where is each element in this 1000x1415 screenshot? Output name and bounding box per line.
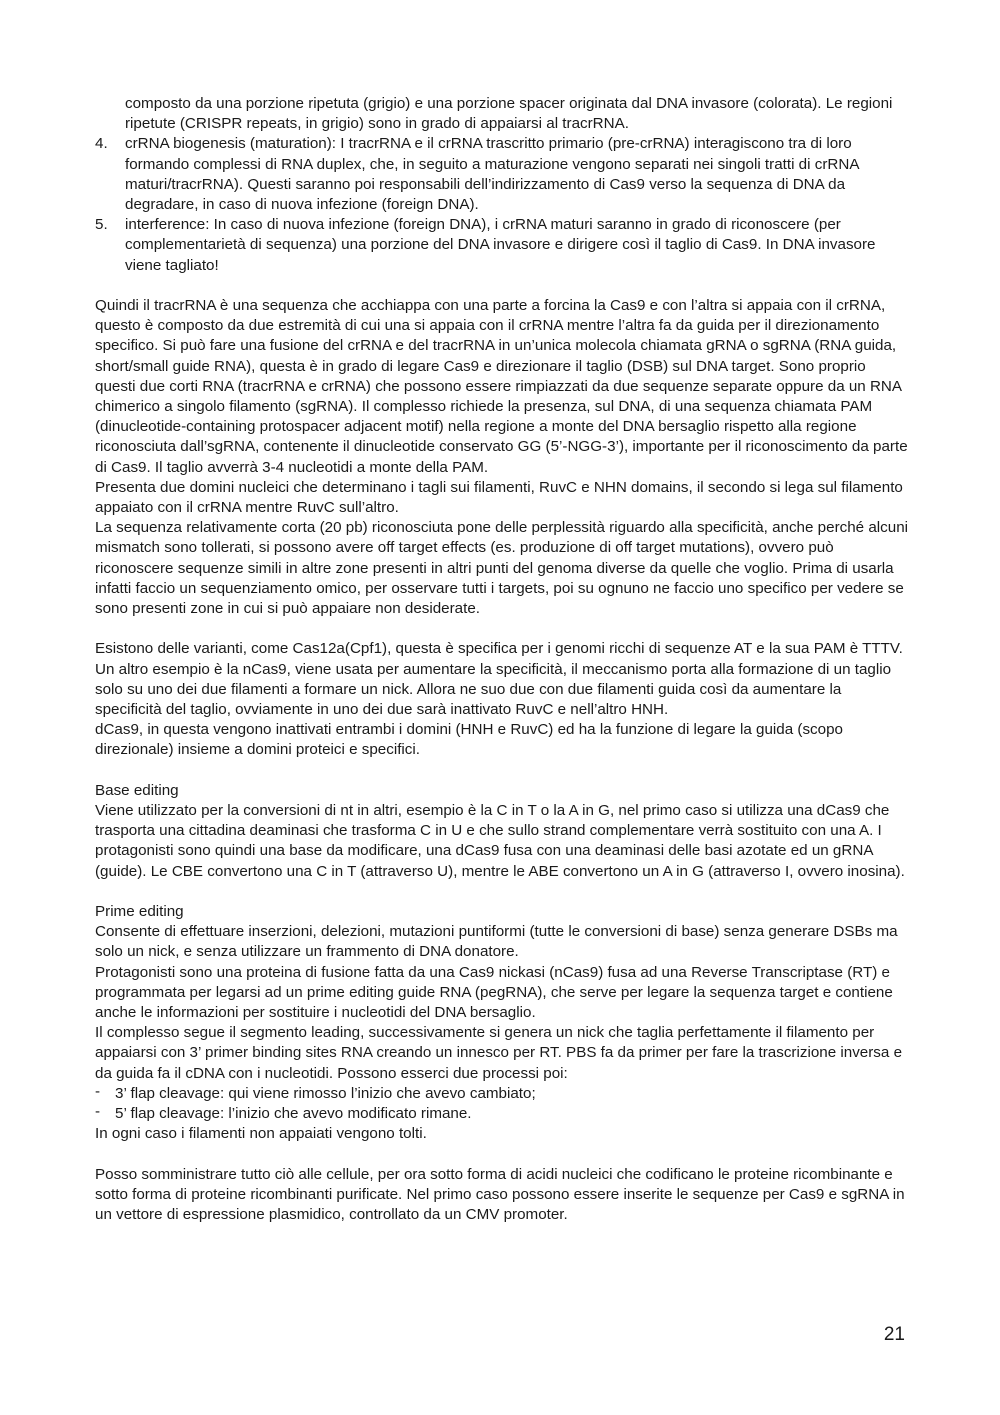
paragraph: Quindi il tracrRNA è una sequenza che acchiappa con una parte a forcina la Cas9 e con l’altra si appaia con il crRNA, questo è composto da due estremità di cui una si appaia con il crRNA mentre l’altra fa da guida per il direzionamento specifico. Si può fare una fusione del crRNA e del tracrRNA in un’unica molecola chiamata gRNA o sgRNA (RNA guida, short/small guide RNA), questa è in grado di legare Cas9 e direzionare il taglio (DSB) sul DNA target. Sono proprio questi due corti RNA (tracrRNA e crRNA) che possono essere rimpiazzati da due sequenze separate oppure da un RNA chimerico a singolo filamento (sgRNA). Il complesso richiede la presenza, sul DNA, di una sequenza chiamata PAM (dinucleotide-containing protospacer adjacent motif) nella regione a monte del DNA bersaglio rispetto alla regione riconosciuta dall’sgRNA, contenente il dinucleotide conservato GG (5’-NGG-3’), importante per il riconoscimento da parte di Cas9. Il taglio avverrà 3-4 nucleotidi a monte della PAM. <box>95 297 908 476</box>
paragraph: In ogni caso i filamenti non appaiati vengono tolti. <box>95 1125 427 1143</box>
list-item-text: crRNA biogenesis (maturation): I tracrRNA e il crRNA trascritto primario (pre-crRNA) interagiscono tra di loro formando complessi di RNA duplex, che, in seguito a maturazione vengono separati nei singoli tratti di crRNA maturi/tracrRNA). Questi saranno poi responsabili dell’indirizzamento di Cas9 verso la sequenza di DNA da degradare, in caso di nuova infezione (foreign DNA). <box>125 135 859 214</box>
paragraph: Viene utilizzato per la conversioni di nt in altri, esempio è la C in T o la A in G, nel primo caso si utilizza una dCas9 che trasporta una cittadina deaminasi che trasforma C in U e che sullo strand complementare verrà sostituito con una A. I protagonisti sono quindi una base da modificare, una dCas9 fusa con una deaminasi delle basi azotate ed un gRNA (guide). Le CBE convertono una C in T (attraverso U), mentre le ABE convertono un A in G (attraverso I, ovvero inosina). <box>95 802 905 880</box>
bullet-text: 5’ flap cleavage: l’inizio che avevo modificato rimane. <box>115 1105 472 1123</box>
list-item-number: 4. <box>95 135 108 153</box>
list-item-number: 5. <box>95 216 108 234</box>
list-item <box>95 134 910 215</box>
list-item-text: interference: In caso di nuova infezione (foreign DNA), i crRNA maturi saranno in grado di riconoscere (per complementarietà di sequenza) una porzione del DNA invasore e dirigere così il taglio di Cas9. In DNA invasore viene tagliato! <box>125 216 876 274</box>
paragraph-gap <box>95 1145 910 1165</box>
paragraph: Esistono delle varianti, come Cas12a(Cpf1), questa è specifica per i genomi ricchi di sequenze AT e la sua PAM è TTTV. <box>95 640 903 658</box>
page-number: 21 <box>883 1324 905 1345</box>
dash-bullet-icon: - <box>95 1103 101 1121</box>
paragraph: Un altro esempio è la nCas9, viene usata per aumentare la specificità, il meccanismo porta alla formazione di un taglio solo su uno dei due filamenti a formare un nick. Allora ne suo due con due filamenti guida così da aumentare la specificità del taglio, ovviamente in uno dei due sarà inattivato RuvC e nell’altro HNH. <box>95 660 892 719</box>
bullet-item <box>95 1084 910 1104</box>
paragraph: La sequenza relativamente corta (20 pb) riconosciuta pone delle perplessità riguardo alla specificità, anche perché alcuni mismatch sono tollerati, si possono avere off target effects (es. produzione di off target mutations), ovvero può riconoscere sequenze simili in altre zone presenti in altri punti del genoma diverse da quelle che voglio. Prima di usarla infatti faccio un sequenziamento omico, per osservare tutti i targets, poi su ognuno ne faccio uno specifico per vedere se sono presenti zone in cui si può appaiare non desiderate. <box>95 519 909 618</box>
bullet-item <box>95 1104 910 1124</box>
paragraph: dCas9, in questa vengono inattivati entrambi i domini (HNH e RuvC) ed ha la funzione di legare la guida (scopo direzionale) insieme a domini proteici e specifici. <box>95 721 843 759</box>
paragraph: Presenta due domini nucleici che determinano i tagli sui filamenti, RuvC e NHN domains, il secondo si lega sul filamento appaiato con il crRNA mentre RuvC sull’altro. <box>95 478 903 517</box>
page-content <box>95 94 910 1225</box>
paragraph-gap <box>95 761 910 781</box>
paragraph: Il complesso segue il segmento leading, successivamente si genera un nick che taglia perfettamente il filamento per appaiarsi con 3’ primer binding sites RNA creando un innesco per RT. PBS fa da primer per fare la trascrizione inversa e da guida fa il cDNA con i nucleotidi. Possono esserci due processi poi: <box>95 1024 903 1082</box>
dash-bullet-icon: - <box>95 1082 101 1100</box>
section-heading-base-editing: Base editing <box>95 781 179 799</box>
paragraph-gap <box>95 276 910 296</box>
list-item <box>95 215 910 276</box>
bullet-text: 3’ flap cleavage: qui viene rimosso l’inizio che avevo cambiato; <box>115 1084 536 1102</box>
paragraph-gap <box>95 882 910 902</box>
section-heading-prime-editing: Prime editing <box>95 903 184 921</box>
paragraph: Consente di effettuare inserzioni, delezioni, mutazioni puntiformi (tutte le conversioni di base) senza generare DSBs ma solo un nick, e senza utilizzare un frammento di DNA donatore. <box>95 923 898 961</box>
paragraph: Posso somministrare tutto ciò alle cellule, per ora sotto forma di acidi nucleici che codificano le proteine ricombinante e sotto forma di proteine ricombinanti purificate. Nel primo caso possono essere inserite le sequenze per Cas9 e sgRNA in un vettore di espressione plasmidico, controllato da un CMV promoter. <box>95 1165 905 1224</box>
paragraph-gap <box>95 619 910 639</box>
list-item-continuation: composto da una porzione ripetuta (grigio) e una porzione spacer originata dal DNA invasore (colorata). Le regioni ripetute (CRISPR repeats, in grigio) sono in grado di appaiarsi al tracrRNA. <box>125 95 893 133</box>
paragraph: Protagonisti sono una proteina di fusione fatta da una Cas9 nickasi (nCas9) fusa ad una Reverse Transcriptase (RT) e programmata per legarsi ad un prime editing guide RNA (pegRNA), che serve per legare la sequenza target e contiene anche le informazioni per sostituire i nucleotidi del DNA bersaglio. <box>95 963 893 1022</box>
